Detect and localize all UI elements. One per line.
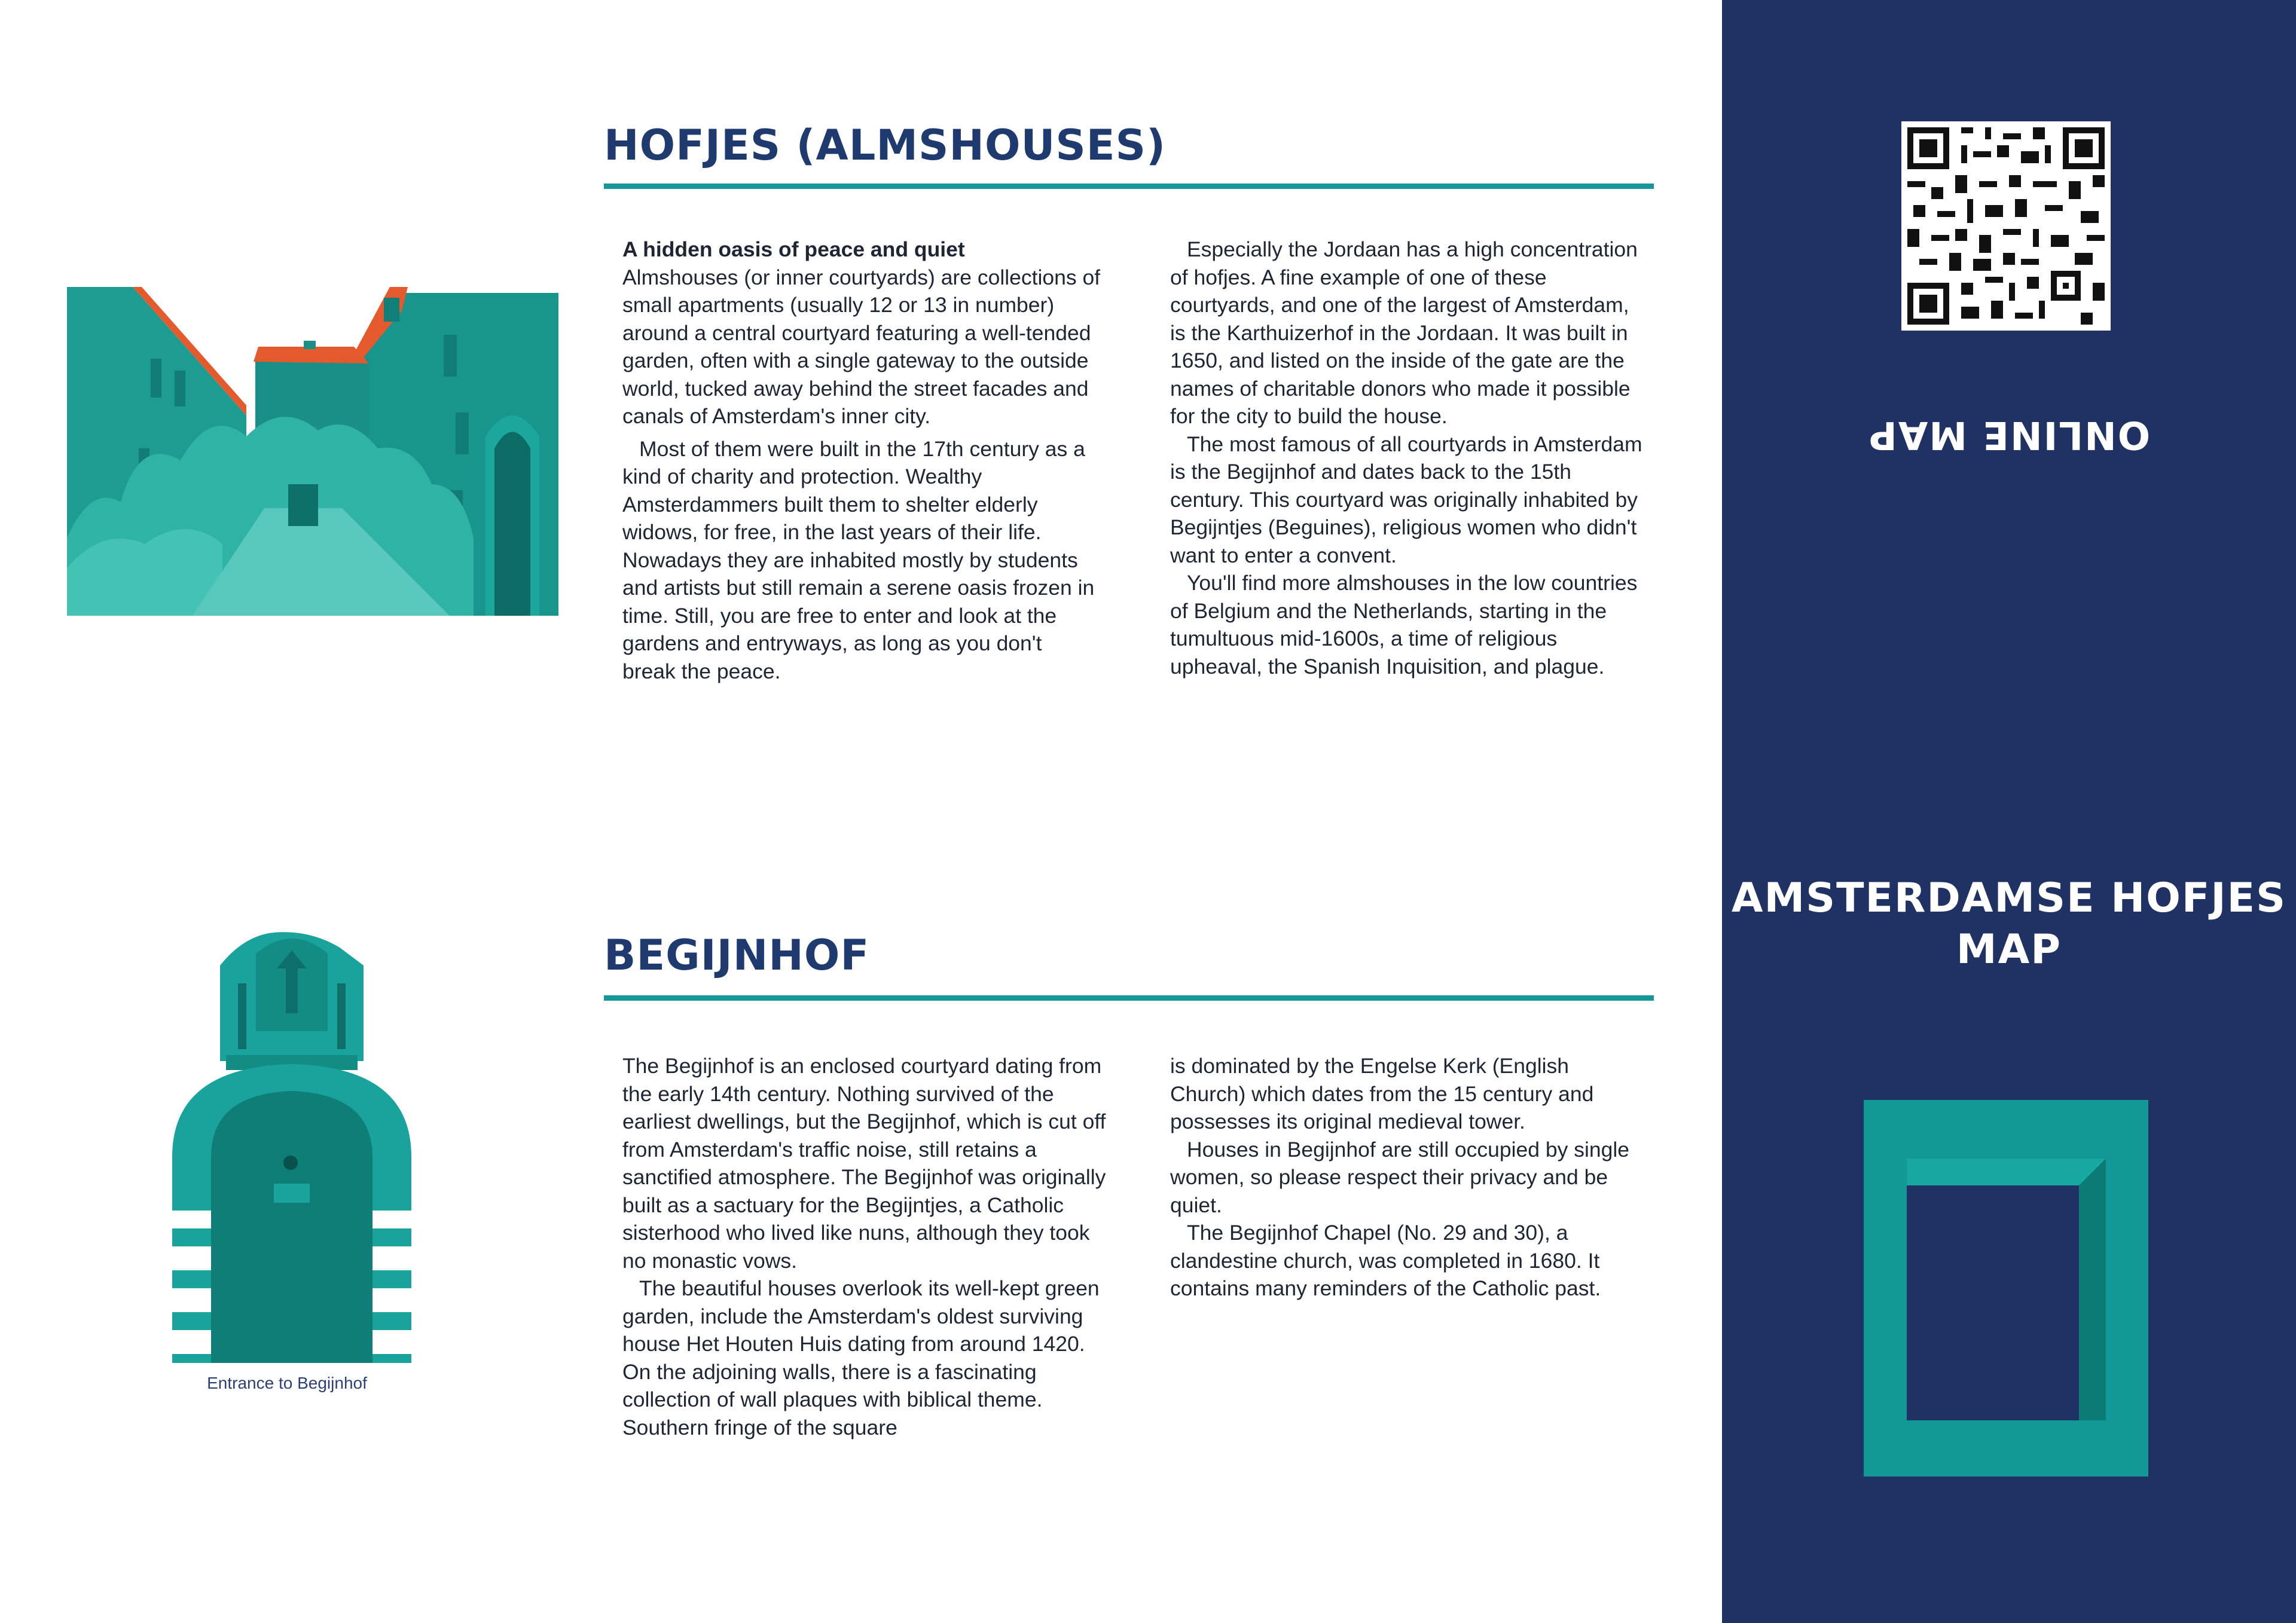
section-title-begijnhof: BEGIJNHOF — [604, 931, 870, 980]
paragraph: The Begijnhof is an enclosed courtyard dating from the early 14th century. Nothing survived of the earliest dwellings, but the Begijnhof, which is cut off from Amsterdam's traffic noise, still retains a sanctified atmosphere. The Begijnhof was originally built as a sactuary for the Begijntjes, a Catholic sisterhood who lived like nuns, although they took no monastic vows. — [622, 1054, 1106, 1273]
section-divider — [604, 995, 1654, 1001]
paragraph: is dominated by the Engelse Kerk (English Church) which dates from the 15 century and possesses its original medieval tower. — [1170, 1054, 1594, 1133]
map-title — [1722, 873, 2296, 976]
section-title-hofjes: HOFJES (ALMSHOUSES) — [604, 121, 1166, 170]
paragraph: You'll find more almshouses in the low countries of Belgium and the Netherlands, starting in the tumultuous mid-1600s, a time of religious upheaval, the Spanish Inquisition, and plague. — [1170, 571, 1638, 678]
frame-logo — [1864, 1100, 2148, 1477]
begijnhof-column-right — [1170, 1052, 1648, 1303]
hofjes-column-right — [1170, 236, 1648, 680]
courtyard-illustration — [67, 287, 558, 616]
paragraph: The most famous of all courtyards in Amsterdam is the Begijnhof and dates back to the 15th century. This courtyard was originally inhabited by Begijntjes (Beguines), religious women who didn't want to enter a convent. — [1170, 432, 1642, 567]
map-title-line: MAP — [1956, 926, 2062, 973]
section-divider — [604, 184, 1654, 189]
qr-code[interactable] — [1901, 121, 2111, 331]
online-map-label: ONLINE MAP — [1867, 412, 2151, 457]
paragraph: The beautiful houses overlook its well-kept green garden, include the Amsterdam's oldest surviving house Het Houten Huis dating from around 1420. On the adjoining walls, there is a fascinating collection of wall plaques with biblical theme. Southern fringe of the square — [622, 1276, 1100, 1439]
map-title-line: AMSTERDAMSE HOFJES — [1731, 875, 2287, 922]
paragraph: Most of them were built in the 17th century as a kind of charity and protection. Wealthy Amsterdammers built them to shelter elderly widows, for free, in the last years of their life. Nowadays they are inhabited mostly by students and artists but still remain a serene oasis frozen in time. Still, you are free to enter and look at the gardens and entryways, as long as you don't break the peace. — [622, 436, 1095, 683]
begijnhof-gate-illustration — [172, 918, 411, 1363]
paragraph: Almshouses (or inner courtyards) are collections of small apartments (usually 12 or 13 in number) around a central courtyard featuring a well-tended garden, often with a single gateway to the outside world, tucked away behind the street facades and canals of Amsterdam's inner city. — [622, 265, 1101, 428]
paragraph: Houses in Begijnhof are still occupied by single women, so please respect their privacy and be quiet. — [1170, 1137, 1630, 1217]
lead-heading: A hidden oasis of peace and quiet — [622, 237, 965, 261]
image-caption: Entrance to Begijnhof — [207, 1374, 367, 1392]
begijnhof-column-left — [622, 1052, 1107, 1441]
paragraph: Especially the Jordaan has a high concentration of hofjes. A fine example of one of these courtyards, and one of the largest of Amsterdam, is the Karthuizerhof in the Jordaan. It was built in 1650, and listed on the inside of the gate are the names of charitable donors who made it possible for the city to build the house. — [1170, 237, 1638, 428]
hofjes-column-left — [622, 236, 1101, 685]
paragraph: The Begijnhof Chapel (No. 29 and 30), a clandestine church, was completed in 1680. It contains many reminders of the Catholic past. — [1170, 1221, 1601, 1300]
